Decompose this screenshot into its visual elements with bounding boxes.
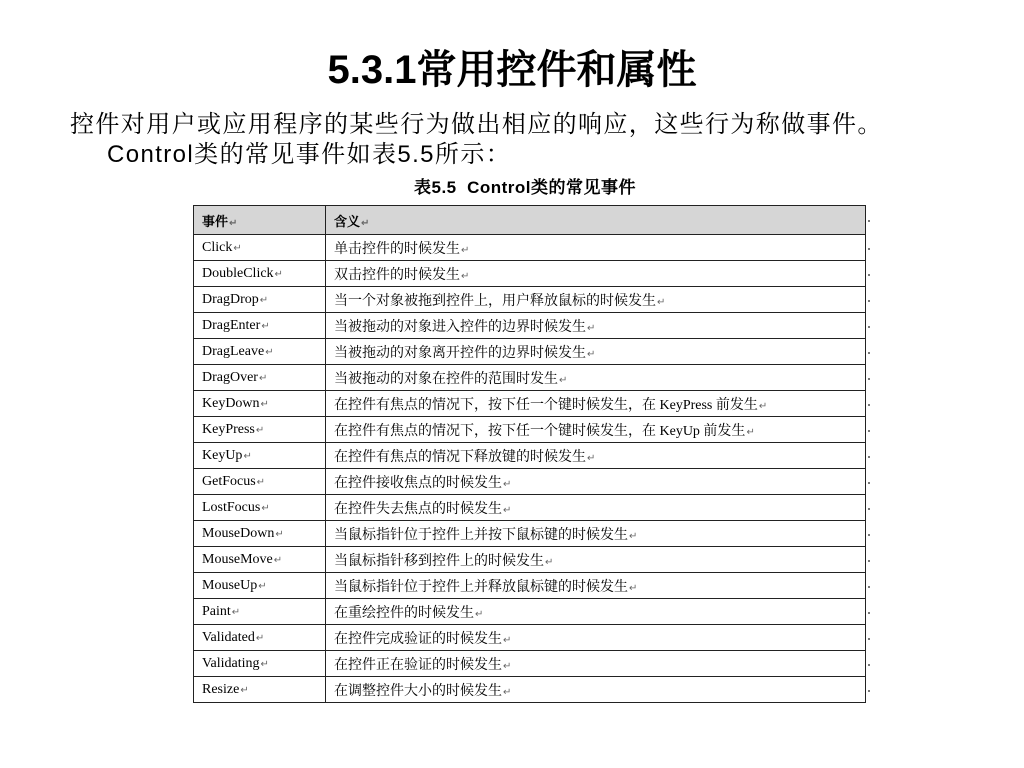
event-name: MouseUp — [202, 577, 258, 593]
event-name-cell — [194, 651, 326, 677]
paragraph-mark: ↵ — [231, 606, 241, 618]
event-row-dragleave — [194, 339, 866, 365]
event-meaning: 在控件有焦点的情况下，按下任一个键时候发生，在 KeyUp 前发生 — [334, 423, 746, 439]
event-row-mousedown — [194, 521, 866, 547]
event-meaning-cell — [326, 443, 866, 469]
event-name: LostFocus — [202, 499, 261, 515]
event-meaning-cell — [326, 365, 866, 391]
paragraph-mark: ↵ — [758, 400, 768, 412]
event-meaning-cell — [326, 521, 866, 547]
paragraph-mark: ↵ — [587, 322, 596, 334]
paragraph-mark: ↵ — [256, 476, 266, 488]
event-row-mousemove — [194, 547, 866, 573]
event-row-mouseup — [194, 573, 866, 599]
event-meaning-cell — [326, 261, 866, 287]
paragraph-mark: ↵ — [587, 452, 596, 464]
event-meaning: 在控件完成验证的时候发生 — [334, 631, 502, 647]
event-row-keyup — [194, 443, 866, 469]
event-row-paint — [194, 599, 866, 625]
event-meaning-cell — [326, 495, 866, 521]
paragraph-mark: ↵ — [274, 268, 283, 280]
table-header-row — [194, 206, 866, 235]
paragraph-mark: ↵ — [229, 217, 238, 229]
paragraph-mark: ↵ — [243, 450, 252, 462]
header-meaning-label: 含义 — [334, 213, 361, 229]
event-row-validating — [194, 651, 866, 677]
event-meaning-cell — [326, 599, 866, 625]
event-row-dragdrop — [194, 287, 866, 313]
event-name: MouseMove — [202, 551, 273, 567]
event-name-cell — [194, 469, 326, 495]
event-meaning: 当鼠标指针位于控件上并释放鼠标键的时候发生 — [334, 579, 628, 595]
event-meaning-cell — [326, 547, 866, 573]
event-name-cell — [194, 573, 326, 599]
event-name: DoubleClick — [202, 265, 274, 281]
event-meaning: 在重绘控件的时候发生 — [334, 605, 474, 621]
paragraph-mark: ↵ — [461, 244, 470, 256]
event-meaning-cell — [326, 339, 866, 365]
event-name: DragDrop — [202, 291, 259, 307]
event-name: KeyUp — [202, 447, 243, 463]
paragraph-mark: ↵ — [503, 634, 512, 646]
event-meaning: 在控件正在验证的时候发生 — [334, 657, 502, 673]
event-name-cell — [194, 417, 326, 443]
event-name-cell — [194, 287, 326, 313]
event-name-cell — [194, 261, 326, 287]
event-row-getfocus — [194, 469, 866, 495]
event-name: GetFocus — [202, 473, 256, 489]
event-name-cell — [194, 599, 326, 625]
event-name-cell — [194, 677, 326, 703]
event-row-doubleclick — [194, 261, 866, 287]
paragraph-mark: ↵ — [475, 608, 484, 620]
event-name: DragOver — [202, 369, 258, 385]
event-name: KeyDown — [202, 395, 260, 411]
paragraph-mark: ↵ — [503, 686, 512, 698]
header-meaning-cell — [326, 206, 866, 235]
event-name-cell — [194, 235, 326, 261]
event-name: Paint — [202, 603, 231, 619]
paragraph-mark: ↵ — [545, 556, 554, 568]
event-meaning: 在调整控件大小的时候发生 — [334, 683, 502, 699]
paragraph-mark: ↵ — [629, 582, 638, 594]
event-name: DragLeave — [202, 343, 265, 359]
event-meaning-cell — [326, 235, 866, 261]
event-meaning-cell — [326, 391, 866, 417]
event-meaning: 当被拖动的对象在控件的范围时发生 — [334, 371, 558, 387]
event-name-cell — [194, 443, 326, 469]
event-row-click — [194, 235, 866, 261]
event-name: KeyPress — [202, 421, 255, 437]
event-meaning: 当鼠标指针位于控件上并按下鼠标键的时候发生 — [334, 527, 628, 543]
event-name: Validating — [202, 655, 260, 671]
event-row-resize — [194, 677, 866, 703]
event-name: Resize — [202, 681, 240, 697]
paragraph-mark: ↵ — [503, 504, 512, 516]
paragraph-mark: ↵ — [259, 294, 269, 306]
event-meaning-cell — [326, 651, 866, 677]
paragraph-mark: ↵ — [275, 528, 284, 540]
intro-text-line-2: Control类的常见事件如表5.5所示： — [107, 141, 512, 168]
event-meaning-cell — [326, 677, 866, 703]
paragraph-mark: ↵ — [258, 580, 267, 592]
paragraph-mark: ↵ — [261, 502, 270, 514]
paragraph-mark: ↵ — [233, 242, 242, 254]
paragraph-mark: ↵ — [629, 530, 638, 542]
event-meaning: 当被拖动的对象离开控件的边界时候发生 — [334, 345, 586, 361]
event-meaning: 当一个对象被拖到控件上，用户释放鼠标的时候发生 — [334, 293, 656, 309]
event-name-cell — [194, 339, 326, 365]
event-row-dragenter — [194, 313, 866, 339]
event-meaning: 在控件有焦点的情况下，按下任一个键时候发生，在 KeyPress 前发生 — [334, 397, 758, 413]
event-row-dragover — [194, 365, 866, 391]
slide-title: 5.3.1常用控件和属性 — [327, 48, 697, 92]
paragraph-mark: ↵ — [255, 632, 265, 644]
event-row-lostfocus — [194, 495, 866, 521]
paragraph-mark: ↵ — [461, 270, 470, 282]
header-event-cell — [194, 206, 326, 235]
paragraph-mark: ↵ — [258, 372, 268, 384]
paragraph-mark: ↵ — [255, 424, 265, 436]
event-meaning-cell — [326, 287, 866, 313]
paragraph-mark: ↵ — [240, 684, 249, 696]
paragraph-mark: ↵ — [746, 426, 755, 438]
event-row-keydown — [194, 391, 866, 417]
paragraph-mark: ↵ — [559, 374, 568, 386]
intro-text-line-1: 控件对用户或应用程序的某些行为做出相应的响应，这些行为称做事件。 — [70, 111, 883, 138]
event-name: Validated — [202, 629, 255, 645]
event-name-cell — [194, 391, 326, 417]
paragraph-mark: ↵ — [503, 660, 512, 672]
event-name-cell — [194, 547, 326, 573]
event-meaning: 当被拖动的对象进入控件的边界时候发生 — [334, 319, 586, 335]
event-name-cell — [194, 625, 326, 651]
paragraph-mark: ↵ — [361, 217, 370, 229]
event-meaning: 在控件失去焦点的时候发生 — [334, 501, 502, 517]
event-meaning: 当鼠标指针移到控件上的时候发生 — [334, 553, 544, 569]
event-name-cell — [194, 521, 326, 547]
event-meaning-cell — [326, 625, 866, 651]
event-name: MouseDown — [202, 525, 275, 541]
paragraph-mark: ↵ — [273, 554, 283, 566]
event-meaning-cell — [326, 417, 866, 443]
paragraph-mark: ↵ — [587, 348, 596, 360]
event-name-cell — [194, 365, 326, 391]
paragraph-mark: ↵ — [261, 320, 270, 332]
paragraph-mark: ↵ — [657, 296, 666, 308]
paragraph-mark: ↵ — [260, 398, 269, 410]
event-meaning: 在控件有焦点的情况下释放键的时候发生 — [334, 449, 586, 465]
control-events-table — [193, 205, 866, 703]
table-caption: 表5.5 Control类的常见事件 — [413, 178, 636, 197]
event-row-validated — [194, 625, 866, 651]
event-name: Click — [202, 239, 233, 255]
event-name: DragEnter — [202, 317, 261, 333]
event-meaning: 在控件接收焦点的时候发生 — [334, 475, 502, 491]
event-meaning: 双击控件的时候发生 — [334, 267, 460, 283]
event-row-keypress — [194, 417, 866, 443]
event-name-cell — [194, 495, 326, 521]
paragraph-mark: ↵ — [265, 346, 274, 358]
paragraph-mark: ↵ — [503, 478, 512, 490]
paragraph-mark: ↵ — [260, 658, 269, 670]
event-meaning-cell — [326, 469, 866, 495]
event-meaning-cell — [326, 313, 866, 339]
event-meaning-cell — [326, 573, 866, 599]
header-event-label: 事件 — [202, 213, 229, 229]
event-name-cell — [194, 313, 326, 339]
event-meaning: 单击控件的时候发生 — [334, 241, 460, 257]
